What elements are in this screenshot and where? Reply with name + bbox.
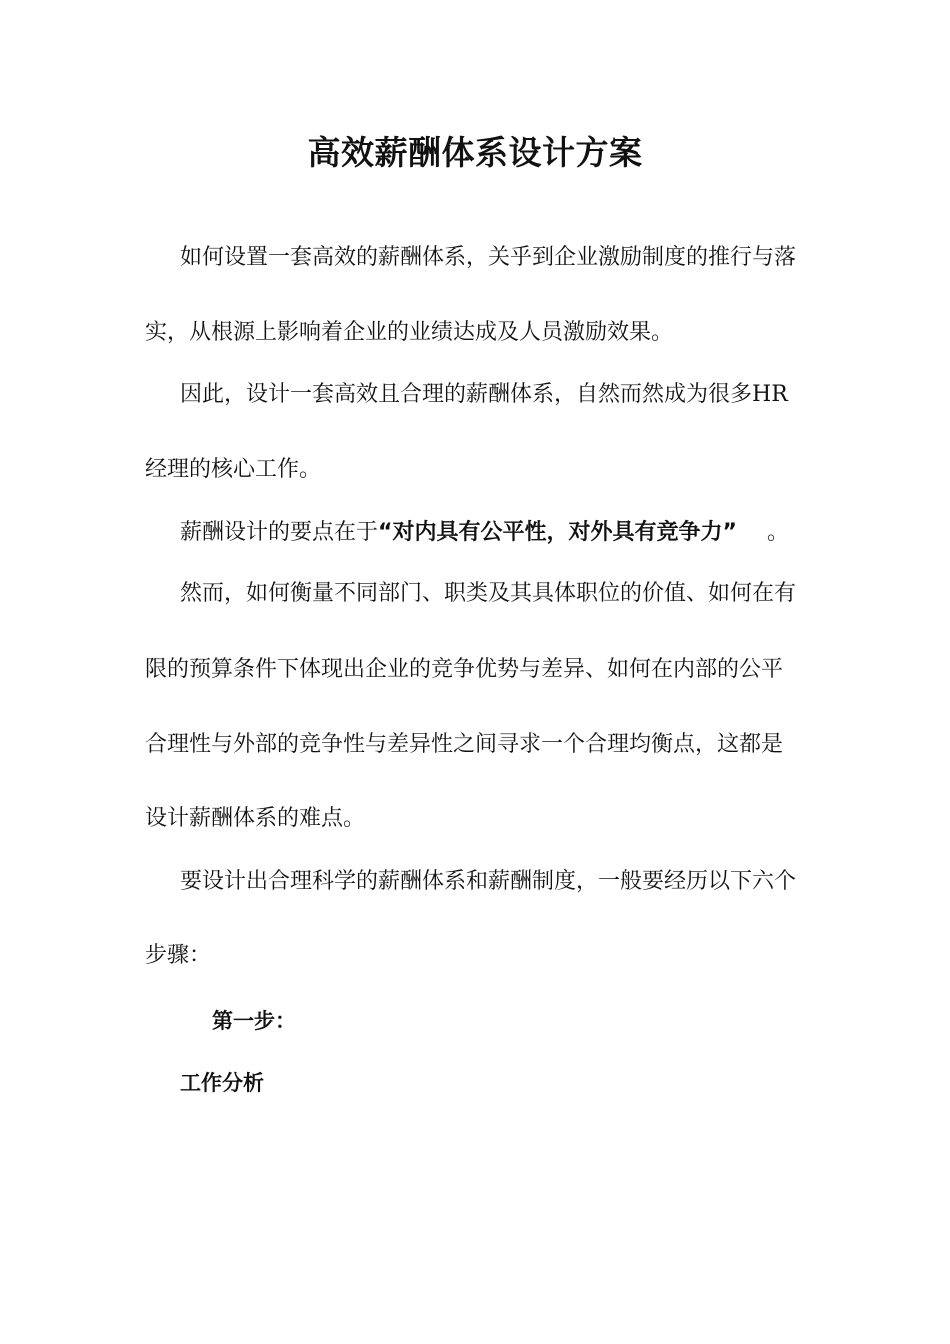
paragraph-4-line-2: 限的预算条件下体现出企业的竞争优势与差异、如何在内部的公平 (145, 657, 784, 682)
paragraph-5-line-1: 要设计出合理科学的薪酬体系和薪酬制度，一般要经历以下六个 (180, 869, 797, 894)
paragraph-1-line-1: 如何设置一套高效的薪酬体系，关乎到企业激励制度的推行与落 (180, 245, 797, 270)
document-title: 高效薪酬体系设计方案 (307, 133, 643, 172)
paragraph-5-line-2: 步骤： (145, 943, 212, 968)
paragraph-3-line-1 (180, 518, 789, 548)
step-label: 第一步： (212, 1009, 296, 1033)
paragraph-4-line-3: 合理性与外部的竞争性与差异性之间寻求一个合理均衡点，这都是 (145, 732, 784, 757)
paragraph-3-lead: 薪酬设计的要点在于 (180, 520, 379, 545)
paragraph-2-line-1: 因此，设计一套高效且合理的薪酬体系，自然而然成为很多HR (180, 382, 788, 407)
step-heading: 工作分析 (180, 1071, 264, 1095)
paragraph-2-line-2: 经理的核心工作。 (145, 457, 322, 482)
paragraph-4-line-4: 设计薪酬体系的难点。 (145, 806, 366, 831)
paragraph-3-emphasis: “对内具有公平性，对外具有竞争力” (378, 520, 737, 545)
paragraph-3-end: 。 (766, 520, 789, 545)
paragraph-1-line-2: 实，从根源上影响着企业的业绩达成及人员激励效果。 (145, 320, 674, 345)
paragraph-4-line-1: 然而，如何衡量不同部门、职类及其具体职位的价值、如何在有 (180, 581, 797, 606)
